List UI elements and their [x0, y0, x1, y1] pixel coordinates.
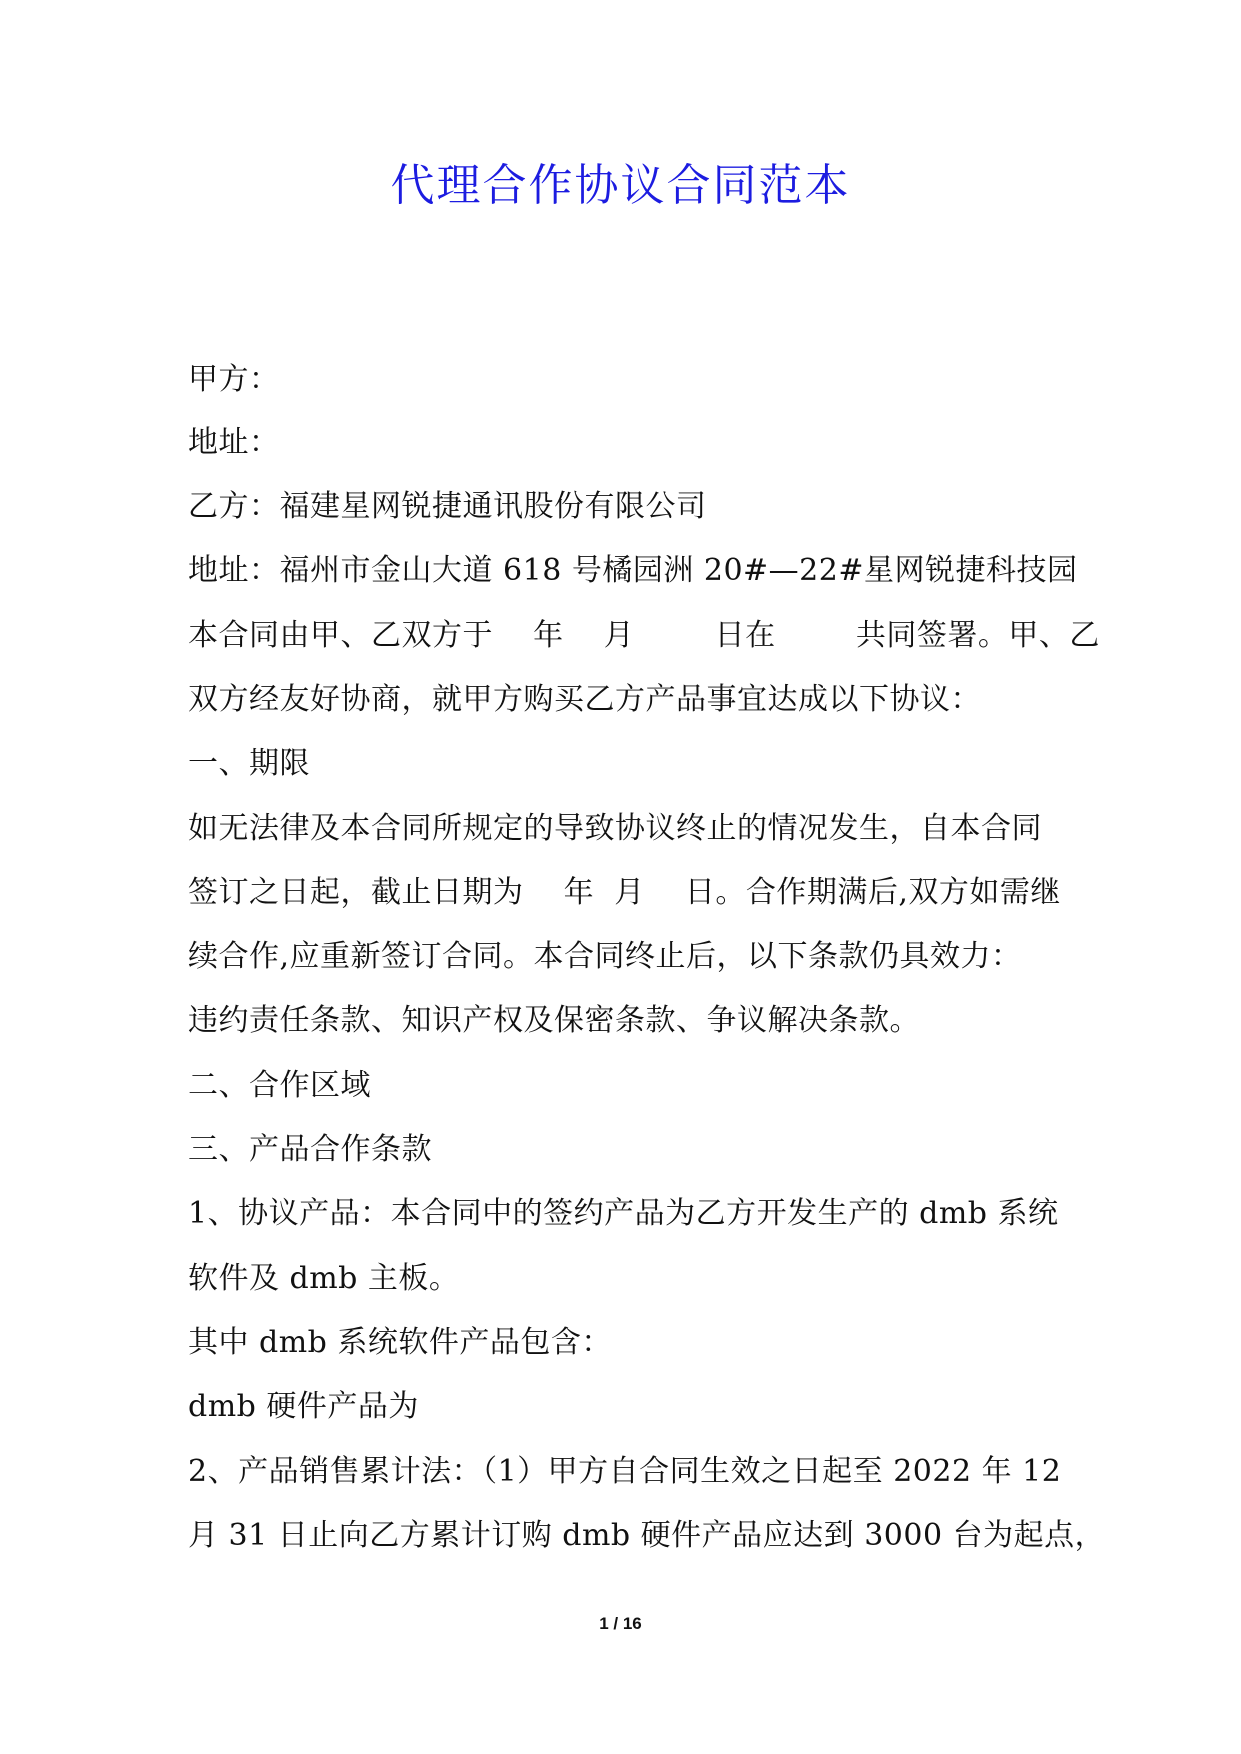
page-indicator: 1 / 16: [599, 1614, 642, 1633]
body-line: 签订之日起，截止日期为 年 月 日。合作期满后,双方如需继: [188, 875, 1061, 910]
body-line: 月 31 日止向乙方累计订购 dmb 硬件产品应达到 3000 台为起点，: [188, 1518, 1106, 1553]
party-a-address: 地址：: [188, 425, 280, 460]
body-line: 如无法律及本合同所规定的导致协议终止的情况发生，自本合同: [188, 811, 1042, 846]
body-line: 违约责任条款、知识产权及保密条款、争议解决条款。: [188, 1003, 920, 1038]
document-title: 代理合作协议合同范本: [390, 160, 851, 211]
party-a-label: 甲方：: [188, 362, 280, 397]
body-line: 续合作,应重新签订合同。本合同终止后，以下条款仍具效力：: [188, 939, 1022, 974]
body-line: 双方经友好协商，就甲方购买乙方产品事宜达成以下协议：: [188, 682, 981, 717]
body-line: 1、协议产品：本合同中的签约产品为乙方开发生产的 dmb 系统: [188, 1196, 1059, 1231]
section-heading-product-terms: 三、产品合作条款: [188, 1132, 432, 1167]
section-heading-term: 一、期限: [188, 746, 310, 781]
body-line: 其中 dmb 系统软件产品包含：: [188, 1325, 612, 1360]
party-b-address: 地址：福州市金山大道 618 号橘园洲 20#—22#星网锐捷科技园: [188, 553, 1078, 588]
section-heading-region: 二、合作区域: [188, 1068, 371, 1103]
body-line: dmb 硬件产品为: [188, 1389, 419, 1424]
body-line: 2、产品销售累计法：（1）甲方自合同生效之日起至 2022 年 12: [188, 1454, 1062, 1489]
party-b-name: 乙方：福建星网锐捷通讯股份有限公司: [188, 489, 707, 524]
body-line: 软件及 dmb 主板。: [188, 1261, 460, 1296]
body-line: 本合同由甲、乙双方于 年 月 日在 共同签署。甲、乙: [188, 618, 1100, 653]
